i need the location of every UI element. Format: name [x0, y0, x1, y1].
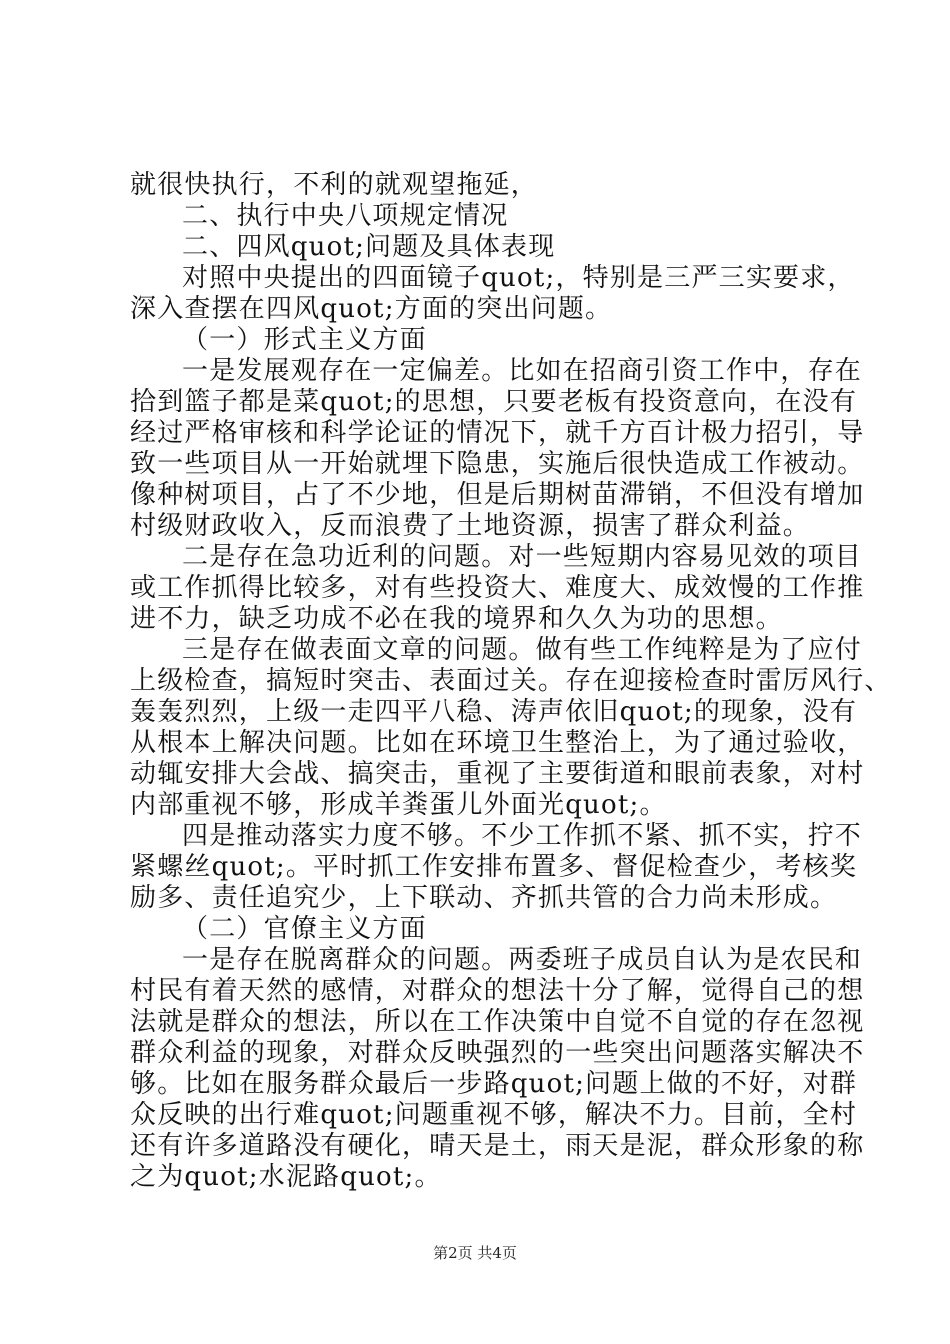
paragraph-start: 二是存在急功近利的问题。对一些短期内容易见效的项目	[182, 542, 863, 572]
text-line: 之为quot;水泥路quot;。	[130, 1162, 442, 1192]
text-line: 村级财政收入，反而浪费了土地资源，损害了群众利益。	[130, 511, 811, 541]
text-line: 进不力，缺乏功成不必在我的境界和久久为功的思想。	[130, 604, 783, 634]
text-line: 励多、责任追究少，上下联动、齐抓共管的合力尚未形成。	[130, 883, 838, 913]
paragraph-start: 对照中央提出的四面镜子quot;，特别是三严三实要求，	[182, 263, 855, 293]
text-line: 或工作抓得比较多，对有些投资大、难度大、成效慢的工作推	[130, 573, 865, 603]
text-line: 致一些项目从一开始就埋下隐患，实施后很快造成工作被动。	[130, 449, 865, 479]
paragraph-start: 一是发展观存在一定偏差。比如在招商引资工作中，存在	[182, 356, 863, 386]
subsection-heading: （二）官僚主义方面	[182, 914, 427, 944]
text-line: 够。比如在服务群众最后一步路quot;问题上做的不好，对群	[130, 1069, 858, 1099]
paragraph-start: 三是存在做表面文章的问题。做有些工作纯粹是为了应付	[182, 635, 863, 665]
text-line: 就很快执行，不利的就观望拖延，	[130, 170, 539, 200]
text-line: 上级检查，搞短时突击、表面过关。存在迎接检查时雷厉风行、	[130, 666, 892, 696]
text-line: 深入查摆在四风quot;方面的突出问题。	[130, 294, 613, 324]
text-line: 法就是群众的想法，所以在工作决策中自觉不自觉的存在忽视	[130, 1007, 865, 1037]
text-line: 还有许多道路没有硬化，晴天是土，雨天是泥，群众形象的称	[130, 1131, 865, 1161]
text-line: 经过严格审核和科学论证的情况下，就千方百计极力招引，导	[130, 418, 865, 448]
section-heading: 二、执行中央八项规定情况	[182, 201, 509, 231]
text-line: 动辄安排大会战、搞突击，重视了主要街道和眼前表象，对村	[130, 759, 865, 789]
paragraph-start: 一是存在脱离群众的问题。两委班子成员自认为是农民和	[182, 945, 863, 975]
text-line: 像种树项目，占了不少地，但是后期树苗滞销，不但没有增加	[130, 480, 865, 510]
text-line: 拾到篮子都是菜quot;的思想，只要老板有投资意向，在没有	[130, 387, 858, 417]
text-line: 从根本上解决问题。比如在环境卫生整治上，为了通过验收，	[130, 728, 865, 758]
text-line: 村民有着天然的感情，对群众的想法十分了解，觉得自己的想	[130, 976, 865, 1006]
text-line: 内部重视不够，形成羊粪蛋儿外面光quot;。	[130, 790, 667, 820]
text-line: 紧螺丝quot;。平时抓工作安排布置多、督促检查少，考核奖	[130, 852, 858, 882]
text-line: 众反映的出行难quot;问题重视不够，解决不力。目前，全村	[130, 1100, 858, 1130]
document-body	[130, 170, 892, 1193]
section-heading: 二、四风quot;问题及具体表现	[182, 232, 556, 262]
subsection-heading: （一）形式主义方面	[182, 325, 427, 355]
page-number-footer: 第2页 共4页	[433, 1244, 517, 1262]
text-line: 轰轰烈烈，上级一走四平八稳、涛声依旧quot;的现象，没有	[130, 697, 858, 727]
paragraph-start: 四是推动落实力度不够。不少工作抓不紧、抓不实，拧不	[182, 821, 863, 851]
text-line: 群众利益的现象，对群众反映强烈的一些突出问题落实解决不	[130, 1038, 865, 1068]
